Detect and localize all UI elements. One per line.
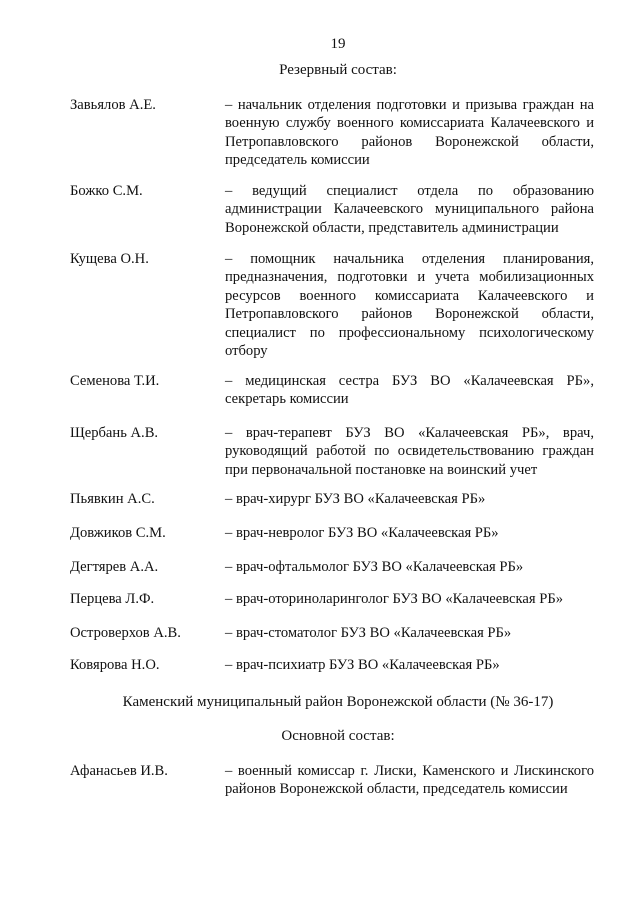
member-name: Ковярова Н.О. (70, 657, 160, 673)
member-name: Перцева Л.Ф. (70, 591, 155, 607)
member-name: Семенова Т.И. (70, 373, 160, 389)
member-role: – медицинская сестра БУЗ ВО «Калачеевская РБ», секретарь комиссии (225, 373, 594, 408)
district-heading: Каменский муниципальный район Воронежской области (№ 36-17) (122, 694, 554, 710)
member-role: – начальник отделения подготовки и призыва граждан на военную службу военного комиссариата Калачеевского и Петропавловского районов Воронежской области, председатель комиссии (225, 97, 594, 169)
member-role: – врач-невролог БУЗ ВО «Калачеевская РБ» (225, 525, 499, 541)
member-name: Божко С.М. (70, 183, 143, 199)
member-name: Довжиков С.М. (70, 525, 166, 541)
member-name: Дегтярев А.А. (70, 559, 159, 575)
section-heading-reserve: Резервный состав: (279, 62, 397, 78)
member-name: Островерхов А.В. (70, 625, 181, 641)
member-name: Завьялов А.Е. (70, 97, 156, 113)
member-role: – врач-хирург БУЗ ВО «Калачеевская РБ» (225, 491, 486, 507)
member-name: Пьявкин А.С. (70, 491, 155, 507)
member-role: – врач-офтальмолог БУЗ ВО «Калачеевская РБ» (225, 559, 524, 575)
member-name: Афанасьев И.В. (70, 763, 168, 779)
member-role: – врач-оториноларинголог БУЗ ВО «Калачеевская РБ» (225, 591, 564, 607)
member-role: – врач-терапевт БУЗ ВО «Калачеевская РБ», врач, руководящий работой по освидетельствованию граждан при первоначальной постановке на воинский учет (225, 425, 594, 478)
member-role: – помощник начальника отделения планирования, предназначения, подготовки и учета мобилизационных ресурсов военного комиссариата Калачеевского и Петропавловского районов Воронежской области, специалист по профессиональному психологическому отбору (225, 251, 594, 360)
member-name: Щербань А.В. (70, 425, 159, 441)
section-heading-main: Основной состав: (281, 728, 395, 744)
member-role: – военный комиссар г. Лиски, Каменского и Лискинского районов Воронежской области, председатель комиссии (225, 763, 594, 798)
member-role: – ведущий специалист отдела по образованию администрации Калачеевского муниципального района Воронежской области, представитель администрации (225, 183, 594, 236)
member-role: – врач-стоматолог БУЗ ВО «Калачеевская РБ» (225, 625, 512, 641)
member-name: Кущева О.Н. (70, 251, 149, 267)
page-number: 19 (330, 36, 346, 52)
member-role: – врач-психиатр БУЗ ВО «Калачеевская РБ» (225, 657, 500, 673)
